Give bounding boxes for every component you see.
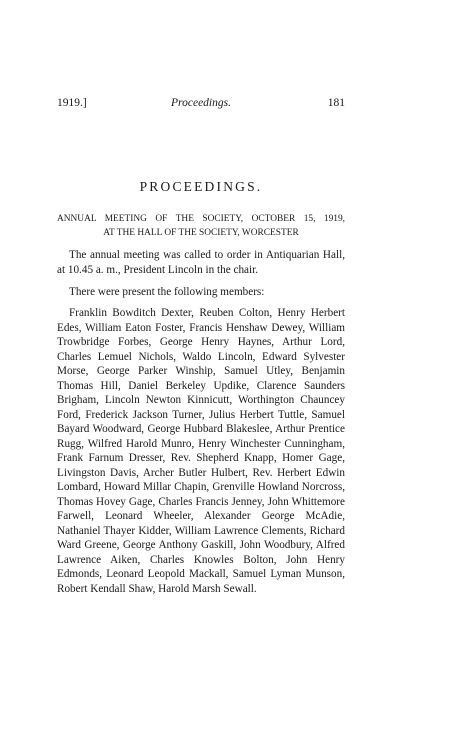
opening-paragraph: The annual meeting was called to order in Antiquarian Hall, at 10.45 a. m., President Lincoln in the chair. [57,249,345,276]
meeting-subheading [57,212,345,240]
members-list-paragraph: Franklin Bowditch Dexter, Reuben Colton, Henry Herbert Edes, William Eaton Foster, Francis Henshaw Dewey, William Trowbridge Forbes, George Henry Haynes, Arthur Lord, Charles Lemuel Nichols, Waldo Lincoln, Edward Sylvester Morse, George Parker Winship, Samuel Utley, Benjamin Thomas Hill, Daniel Berkeley Updike, Clarence Saunders Brigham, Lincoln Newton Kinnicutt, Worthington Chauncey Ford, Frederick Jackson Turner, Julius Herbert Tuttle, Samuel Bayard Woodward, George Hubbard Blakeslee, Arthur Prentice Rugg, Wilfred Harold Munro, Henry Winchester Cunningham, Frank Farnum Dresser, Rev. Shepherd Knapp, Homer Gage, Livingston Davis, Archer Butler Hulbert, Rev. Herbert Edwin Lombard, Howard Millar Chapin, Grenville Howland Norcross, Thomas Hovey Gage, Charles Francis Jenney, John Whittemore Farwell, Leonard Wheeler, Alexander George McAdie, Nathaniel Thayer Kidder, William Lawrence Clements, Richard Ward Greene, George Anthony Gaskill, John Woodbury, Alfred Lawrence Aiken, Charles Knowles Bolton, John Henry Edmonds, Leonard Leopold Mackall, Samuel Lyman Munson, Robert Kendall Shaw, Harold Marsh Sewall. [57,307,345,595]
subheading-line-2: AT THE HALL OF THE SOCIETY, WORCESTER [103,228,299,238]
running-head-title: Proceedings. [171,97,231,109]
running-head-year: 1919.] [57,97,87,109]
page-number: 181 [327,97,345,109]
present-intro-paragraph: There were present the following members: [69,286,265,298]
running-head [57,96,345,110]
section-heading: PROCEEDINGS. [139,179,263,194]
subheading-line-1: ANNUAL MEETING OF THE SOCIETY, OCTOBER 15, 1919, [57,214,345,224]
